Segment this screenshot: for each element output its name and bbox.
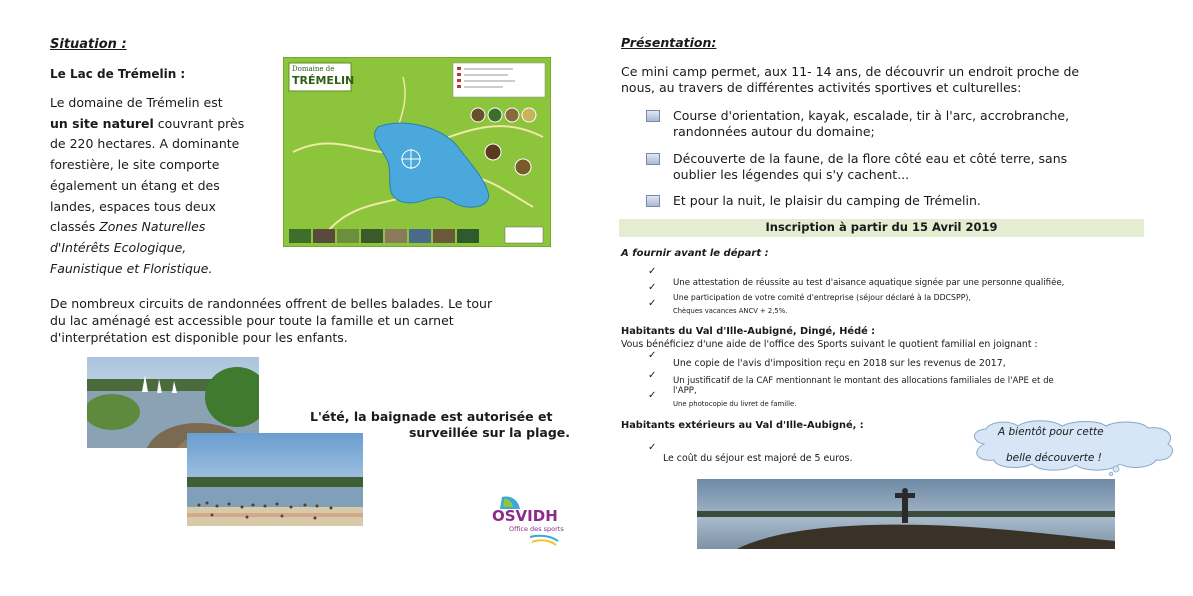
swim-caption-line: L'été, la baignade est autorisée et bbox=[310, 409, 553, 424]
check-icon: ✓ bbox=[648, 390, 657, 401]
description-line: de 220 hectares. A dominante bbox=[50, 136, 240, 152]
hikes-paragraph bbox=[50, 295, 550, 346]
tremelin-map bbox=[283, 57, 551, 247]
description-line: également un étang et des bbox=[50, 177, 220, 193]
speech-cloud bbox=[966, 420, 1182, 476]
provide-item: Une attestation de réussite au test d'aisance aquatique signée par une personne qualifiée, bbox=[673, 278, 1065, 288]
intro-line: nous, au travers de différentes activités sportives et culturelles: bbox=[621, 80, 1022, 95]
swim-caption-line: surveillée sur la plage. bbox=[408, 425, 570, 440]
map-title-line1: Domaine de bbox=[292, 65, 335, 73]
activity-line: randonnées autour du domaine; bbox=[673, 124, 875, 139]
description-line: forestière, le site comporte bbox=[50, 157, 220, 173]
osvidh-logo bbox=[492, 495, 568, 547]
activity-line: Et pour la nuit, le plaisir du camping de Trémelin. bbox=[673, 193, 981, 208]
check-icon: ✓ bbox=[648, 298, 657, 309]
image-bullet-icon bbox=[646, 153, 660, 165]
description-line: landes, espaces tous deux bbox=[50, 198, 216, 214]
situation-title: Situation : bbox=[50, 37, 127, 52]
description-line: Faunistique et Floristique. bbox=[50, 260, 213, 276]
logo-name: OSVIDH bbox=[492, 507, 558, 525]
residents-heading: Habitants du Val d'Ille-Aubigné, Dingé, Hédé : bbox=[621, 326, 876, 337]
presentation-title: Présentation: bbox=[621, 35, 717, 50]
intro-line: Ce mini camp permet, aux 11- 14 ans, de découvrir un endroit proche de bbox=[621, 64, 1080, 79]
hikes-line: du lac aménagé est accessible pour toute la famille et un carnet bbox=[50, 313, 454, 328]
check-icon: ✓ bbox=[648, 442, 657, 453]
activity-line: Course d'orientation, kayak, escalade, tir à l'arc, accrobranche, bbox=[673, 108, 1070, 123]
activity-line: Découverte de la faune, de la flore côté eau et côté terre, sans bbox=[673, 151, 1068, 166]
map-title-line2: TRÉMELIN bbox=[292, 74, 355, 87]
description-line: un site naturel couvrant près bbox=[50, 115, 245, 131]
check-icon: ✓ bbox=[648, 350, 657, 361]
lake-panorama-photo bbox=[697, 479, 1115, 549]
description-line: classés Zones Naturelles bbox=[50, 219, 206, 235]
check-icon: ✓ bbox=[648, 282, 657, 293]
residents-item: Une photocopie du livret de famille. bbox=[673, 400, 797, 408]
registration-banner: Inscription à partir du 15 Avril 2019 bbox=[619, 219, 1144, 237]
cloud-line: A bientôt pour cette bbox=[998, 426, 1104, 438]
intro-paragraph bbox=[621, 64, 1141, 96]
hikes-line: d'interprétation est disponible pour les enfants. bbox=[50, 330, 348, 345]
check-icon: ✓ bbox=[648, 370, 657, 381]
provide-item: Une participation de votre comité d'entreprise (séjour déclaré à la DDCSPP), bbox=[673, 293, 971, 302]
image-bullet-icon bbox=[646, 195, 660, 207]
logo-tagline: Office des sports bbox=[509, 525, 564, 533]
image-bullet-icon bbox=[646, 110, 660, 122]
check-icon: ✓ bbox=[648, 266, 657, 277]
lake-heading: Le Lac de Trémelin : bbox=[50, 67, 186, 81]
residents-item: Une copie de l'avis d'imposition reçu en 2018 sur les revenus de 2017, bbox=[673, 358, 1006, 369]
cloud-line: belle découverte ! bbox=[1006, 452, 1102, 464]
activity-line: oublier les légendes qui s'y cachent... bbox=[673, 167, 910, 182]
description-line: d'Intérêts Ecologique, bbox=[50, 239, 187, 255]
swim-caption bbox=[300, 409, 570, 441]
beach-photo bbox=[187, 433, 363, 526]
external-heading: Habitants extérieurs au Val d'Ille-Aubigné, : bbox=[621, 420, 864, 431]
residents-item: l'APP, bbox=[673, 386, 697, 396]
hikes-line: De nombreux circuits de randonnées offrent de belles balades. Le tour bbox=[50, 296, 493, 311]
residents-item: Un justificatif de la CAF mentionnant le montant des allocations familiales de l'APE et de bbox=[673, 376, 1054, 386]
description-line: Le domaine de Trémelin est bbox=[50, 95, 223, 110]
lake-description bbox=[50, 93, 265, 279]
external-item: Le coût du séjour est majoré de 5 euros. bbox=[663, 453, 853, 464]
provide-heading: A fournir avant le départ : bbox=[621, 248, 769, 259]
residents-intro: Vous bénéficiez d'une aide de l'office des Sports suivant le quotient familial en joignant : bbox=[621, 339, 1038, 350]
provide-item: Chèques vacances ANCV + 2,5%. bbox=[673, 307, 788, 315]
